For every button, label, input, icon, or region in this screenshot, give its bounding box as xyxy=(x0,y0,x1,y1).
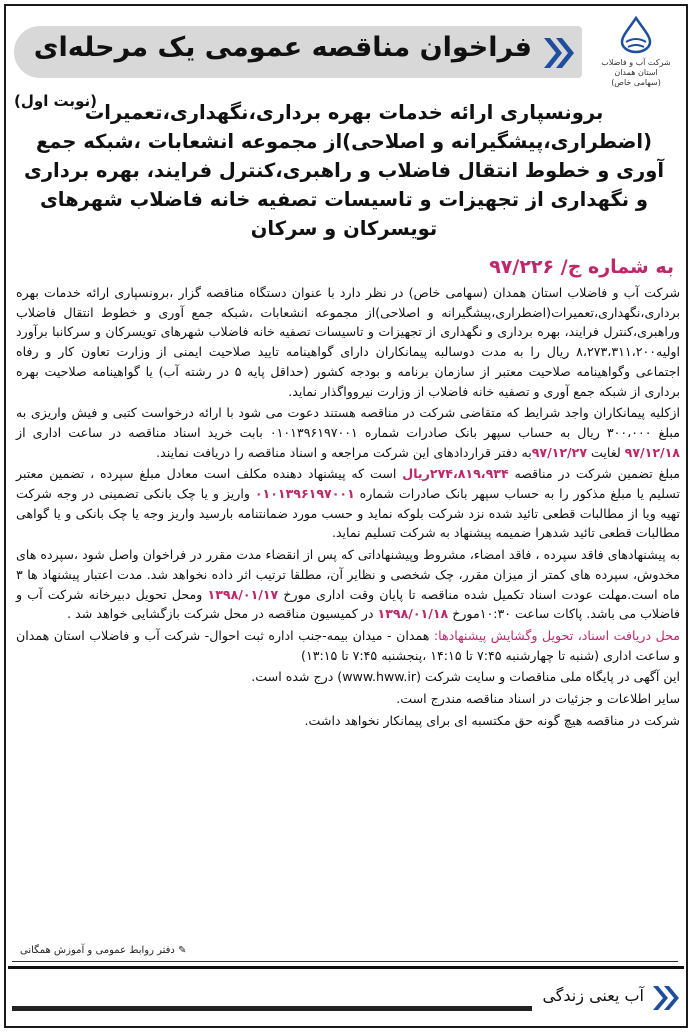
water-drop-logo-icon xyxy=(616,16,656,54)
website-link[interactable]: www.hww.ir xyxy=(342,669,417,685)
guarantee-amount: ۲۷۴،۸۱۹،۹۳۴ریال xyxy=(402,466,509,482)
paragraph-website: این آگهی در پایگاه ملی مناقصات و سایت شرکت (www.hww.ir) درج شده است. xyxy=(251,669,680,685)
logo-line-2: استان همدان xyxy=(614,68,658,77)
notice-body xyxy=(16,283,680,732)
purchase-start-date: ۹۷/۱۲/۱۸ xyxy=(624,444,680,460)
double-chevron-icon xyxy=(540,36,576,70)
company-logo xyxy=(596,16,676,92)
logo-line-3: (سهامی خاص) xyxy=(611,78,661,87)
paragraph-rights: شرکت در مناقصه هیچ گونه حق مکتسبه ای برای پیمانکار نخواهد داشت. xyxy=(304,712,680,728)
paragraph-documents: ازکلیه پیمانکاران واجد شرایط که متقاضی شرکت در مناقصه هستند دعوت می شود با ارائه درخواست کتبی و فیش واریزی به مبلغ ۳۰۰،۰۰۰ ریال به حساب سپهر بانک صادرات شماره ۰۱۰۱۳۹۶۱۹۷۰۰۱ بابت خرید اسناد مناقصه در ساعت اداری از ۹۷/۱۲/۱۸ لغایت ۹۷/۱۲/۲۷به دفتر قراردادهای این شرکت مراجعه و اسناد مناقصه را دریافت نمایند. xyxy=(16,405,680,460)
tender-subject: برونسپاری ارائه خدمات بهره برداری،نگهداری،تعمیرات (اضطراری،پیشگیرانه و اصلاحی)از مجموعه انشعابات ،شبکه جمع آوری و خطوط انتقال فاضلاب و راهبری،کنترل فرایند، بهره برداری و نگهداری از تجهیزات و تاسیسات تصفیه خانه فاضلاب شهرهای تویسرکان و سرکان xyxy=(23,101,665,240)
title-bar xyxy=(14,26,582,78)
address-label: محل دریافت اسناد، تحویل وگشایش پیشنهادها: xyxy=(433,627,681,643)
paragraph-details: سایر اطلاعات و جزئیات در اسناد مناقصه مندرج است. xyxy=(396,691,680,707)
opening-date: ۱۳۹۸/۰۱/۱۸ xyxy=(377,606,449,622)
slogan-underline xyxy=(12,1006,532,1011)
paragraph-guarantee: مبلغ تضمین شرکت در مناقصه ۲۷۴،۸۱۹،۹۳۴ریال است که پیشنهاد دهنده مکلف است معادل مبلغ سپرده ، تضمین معتبر تسلیم یا مبلغ مذکور را به حساب سپهر بانک صادرات شماره ۰۱۰۱۳۹۶۱۹۷۰۰۱ واریز و یا چک بانکی تضمینی در وجه شرکت تهیه ویا از مطالبات قطعی تائید شده نزد شرکت بلوکه نماید و حسب مورد ضمانتنامه بارسید واریز وجه یا چک بانکی و یا گواهی مطالبات قطعی تائید شدهرا ضمیمه پیشنهاد به شرکت تسلیم نماید. xyxy=(16,466,681,541)
notice-title: فراخوان مناقصه عمومی یک مرحله‌ای xyxy=(33,32,532,63)
bank-account-number: ۰۱۰۱۳۹۶۱۹۷۰۰۱ xyxy=(254,486,355,502)
paragraph-address: محل دریافت اسناد، تحویل وگشایش پیشنهادها: همدان - میدان بیمه-جنب اداره ثبت احوال- شرکت آب و فاضلاب استان همدان و ساعت اداری (شنبه تا چهارشنبه ۷:۴۵ تا ۱۴:۱۵ ،پنجشنبه ۷:۴۵ تا ۱۳:۱۵) xyxy=(16,627,681,663)
slogan: آب یعنی زندگی xyxy=(542,986,644,1005)
footer-divider xyxy=(8,966,684,969)
edition-badge: (نوبت اول) xyxy=(14,92,97,110)
footnote-divider xyxy=(12,961,678,962)
logo-line-1: شرکت آب و فاضلاب xyxy=(601,58,671,67)
pen-icon: ✎ xyxy=(174,945,187,956)
paragraph-estimate: شرکت آب و فاضلاب استان همدان (سهامی خاص) در نظر دارد با عنوان دستگاه مناقصه گزار ،برونسپاری ارائه خدمات بهره برداری،نگهداری،تعمیرات(اضطراری،پیشگیرانه و اصلاحی)از مجموعه انشعابات ،شبکه جمع آوری و خطوط انتقال فاضلاب وراهبری،کنترل فرایند، بهره برداری و نگهداری از تجهیزات و تاسیسات تصفیه خانه فاضلاب شهرهای تویسرکان و سرکانبا برآورد اولیه۸،۲۷۳،۳۱۱،۲۰۰ ریال را به مدت دوسالبه پیمانکاران دارای گواهینامه تایید صلاحیت ایمنی از وزارت تعاون کار و رفاه اجتماعی وگواهینامه صلاحیت معتبر از سازمان برنامه و بودجه کشور (حداقل پایه ۵ در رشته آب) یا گواهینامه صلاحیت بهره برداری از شبکه جمع آوری و تصفیه خانه فاضلاب از وزارت نیروواگذار نماید. xyxy=(16,285,680,399)
paragraph-deadlines: به پیشنهادهای فاقد سپرده ، فاقد امضاء، مشروط وپیشنهاداتی که پس از انقضاء مدت مقرر در فراخوان واصل شود ،سپرده های مخدوش، سپرده های کمتر از میزان مقرر، چک شخصی و نظایر آن، مطلقا ترتیب اثر داده نخواهد شد. مدت اعتبار پیشنهاد ها ۳ ماه است.مهلت عودت اسناد تکمیل شده مناقصه تا پایان وقت اداری مورخ ۱۳۹۸/۰۱/۱۷ ومحل تحویل دبیرخانه شرکت آب و فاضلاب می باشد. پاکات ساعت ۱۰:۳۰مورخ ۱۳۹۸/۰۱/۱۸ در کمیسیون مناقصه در محل شرکت بازگشایی خواهد شد . xyxy=(16,547,680,622)
header xyxy=(8,8,684,96)
purchase-end-date: ۹۷/۱۲/۲۷ xyxy=(531,444,588,460)
slogan-chevron-icon xyxy=(650,984,684,1012)
submission-deadline: ۱۳۹۸/۰۱/۱۷ xyxy=(207,586,279,602)
issuer-footnote: ✎ دفتر روابط عمومی و آموزش همگانی xyxy=(20,945,187,956)
tender-number: به شماره ج/ ۹۷/۲۲۶ xyxy=(489,256,674,278)
